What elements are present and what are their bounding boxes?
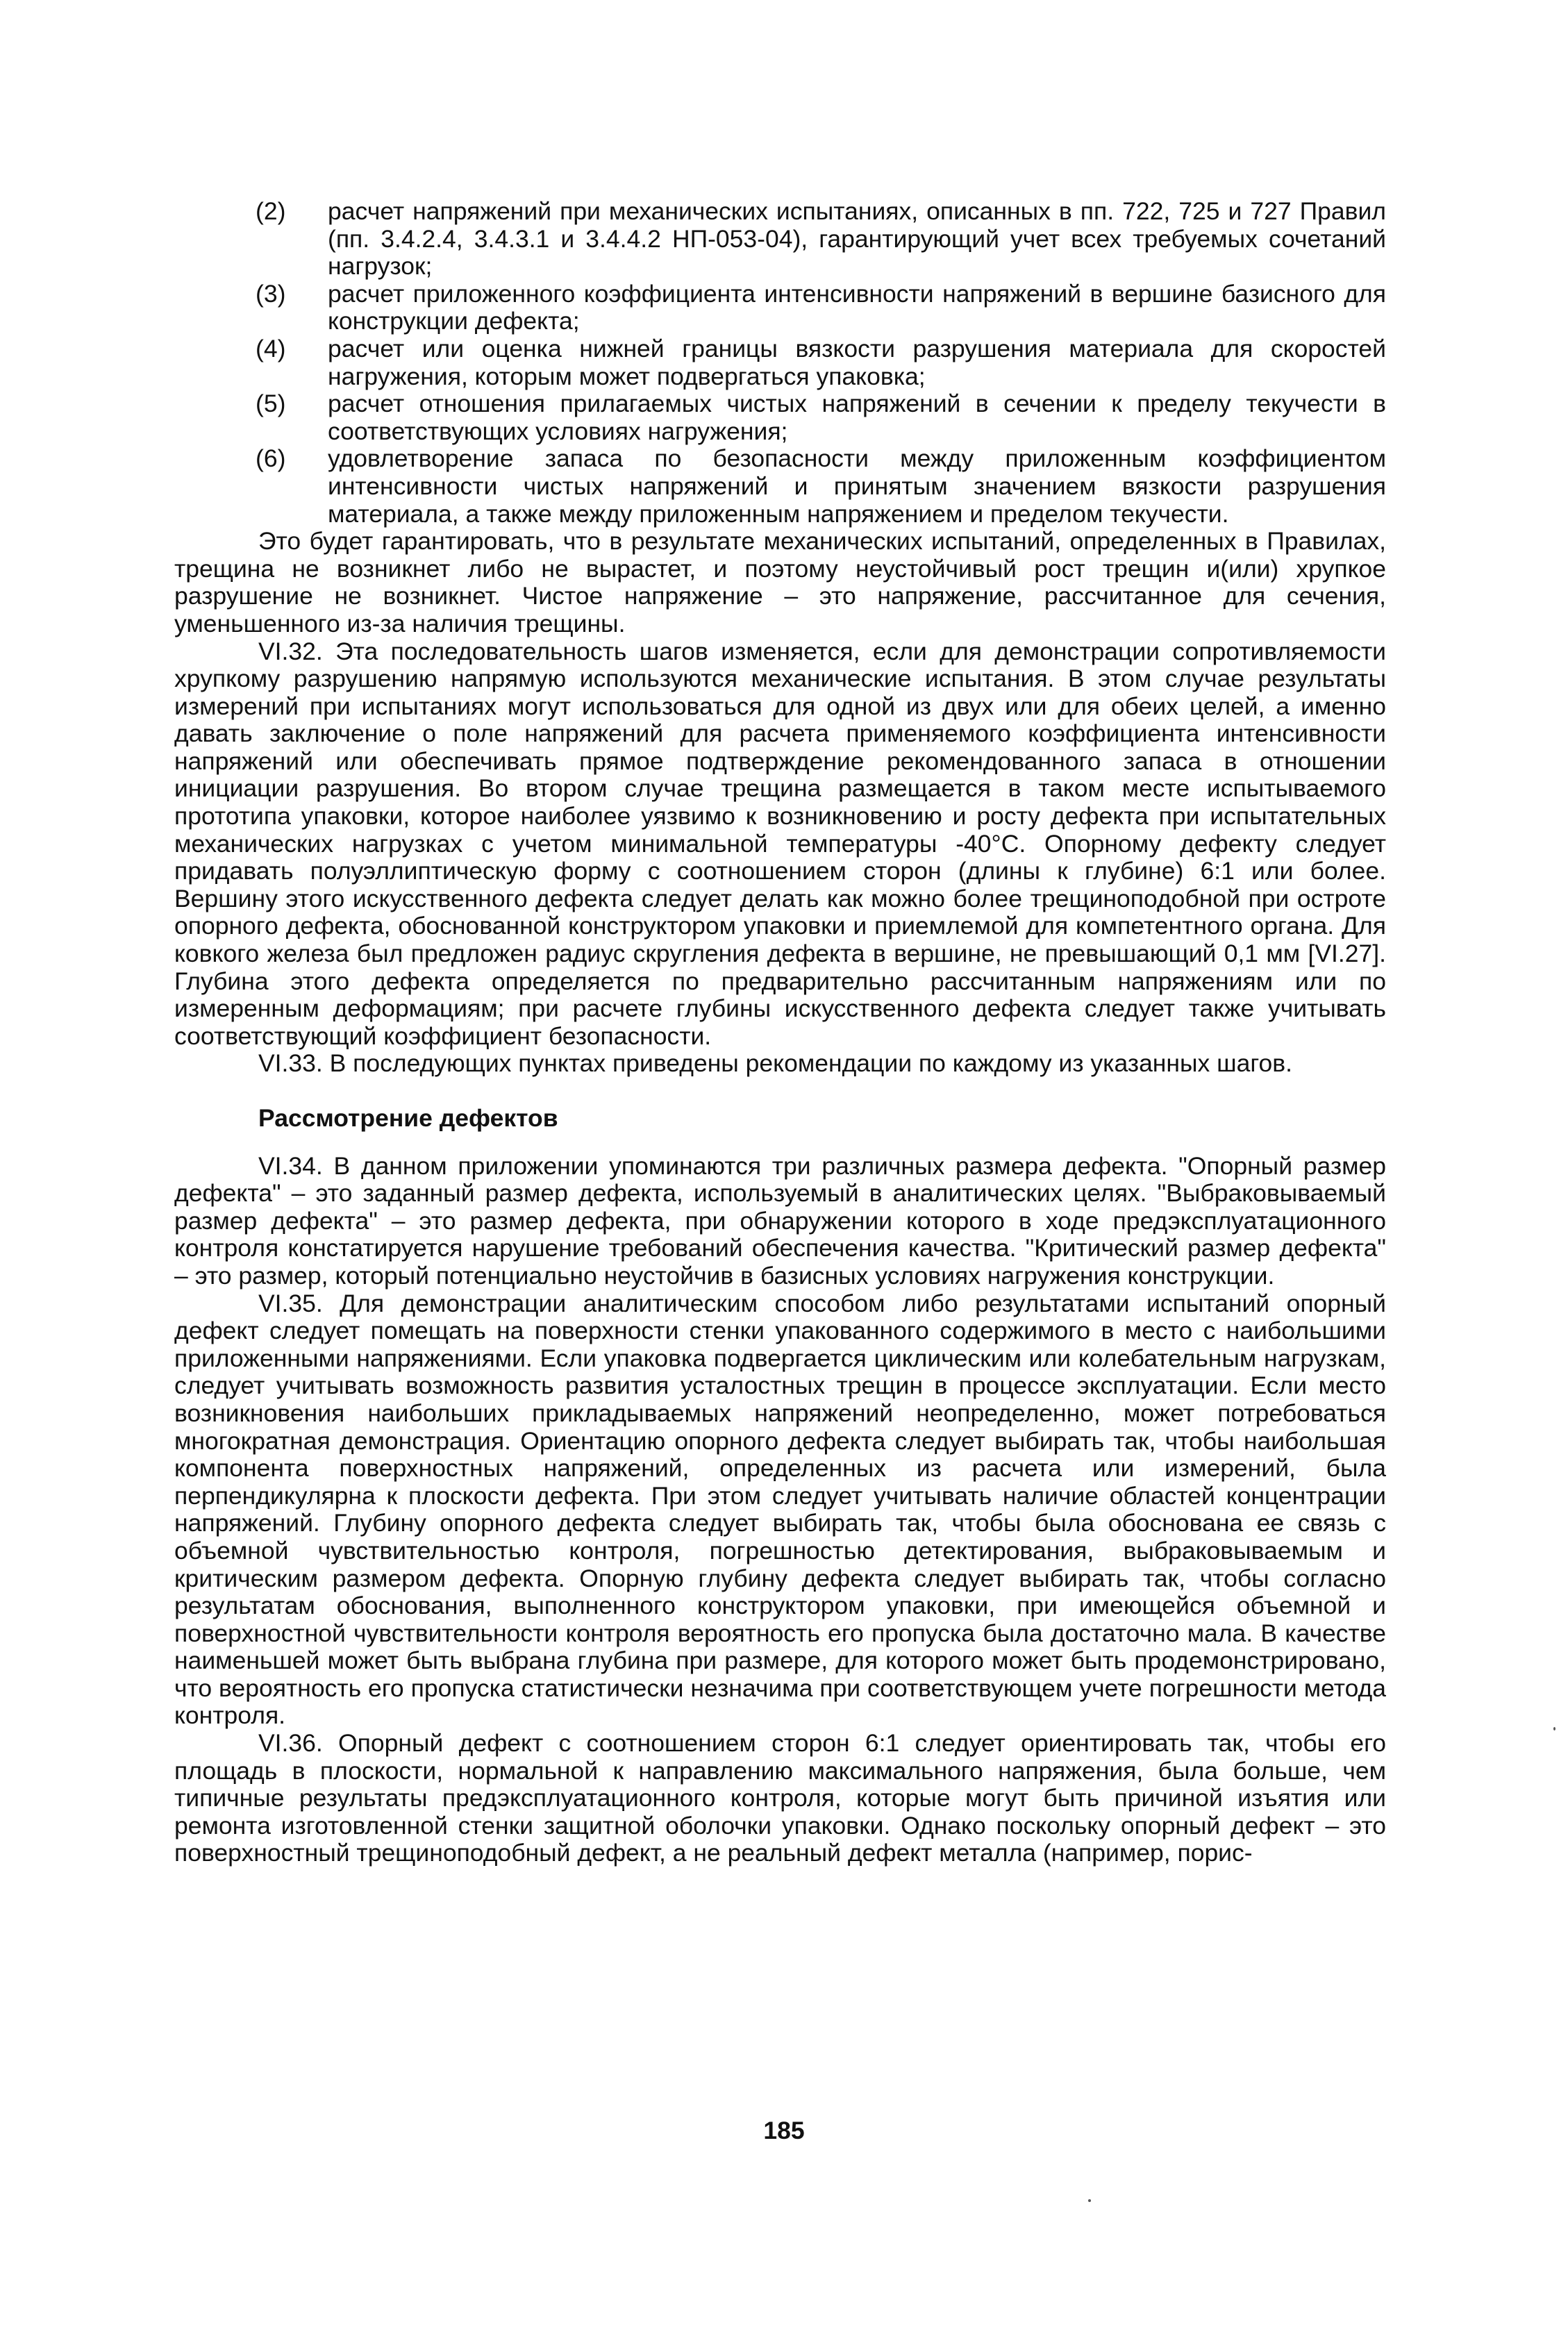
list-item	[174, 445, 1386, 528]
paragraph-vi-32: VI.32. Эта последовательность шагов изменяется, если для демонстрации сопротивляемости хрупкому разрушению напрямую используются механические испытания. В этом случае результаты измерений при испытаниях могут использоваться для одной из двух или для обеих целей, а именно давать заключение о поле напряжений для расчета применяемого коэффициента интенсивности напряжений или обеспечивать прямое подтверждение рекомендованного запаса в отношении инициации разрушения. Во втором случае трещина размещается в таком месте испытываемого прототипа упаковки, которое наиболее уязвимо к возникновению и росту дефекта при испытательных механических нагрузках с учетом минимальной температуры -40°С. Опорному дефекту следует придавать полуэллиптическую форму с соотношением сторон (длины к глубине) 6:1 или более. Вершину этого искусственного дефекта следует делать как можно более трещиноподобной при остроте опорного дефекта, обоснованной конструктором упаковки и приемлемой для компетентного органа. Для ковкого железа был предложен радиус скругления дефекта в вершине, не превышающий 0,1 мм [VI.27]. Глубина этого дефекта определяется по предварительно рассчитанным напряжениям или по измеренным деформациям; при расчете глубины искусственного дефекта следует также учитывать соответствующий коэффициент безопасности.	[174, 637, 1386, 1050]
list-item-number: (4)	[256, 334, 286, 362]
scan-speck	[1553, 1727, 1556, 1730]
list-item-text: расчет отношения прилагаемых чистых напряжений в сечении к пределу текучести в соответствующих условиях нагружения;	[328, 390, 1386, 445]
scan-speck	[1088, 2199, 1091, 2202]
list-item	[174, 390, 1386, 445]
list-item	[174, 335, 1386, 390]
list-item-number: (5)	[256, 390, 286, 418]
section-heading: Рассмотрение дефектов	[258, 1104, 558, 1132]
list-item-number: (2)	[256, 197, 286, 225]
page-body	[174, 198, 1386, 1867]
page-number: 185	[763, 2117, 805, 2144]
list-item-number: (3)	[256, 279, 286, 308]
list-item-text: расчет или оценка нижней границы вязкости разрушения материала для скоростей нагружения, которым может подвергаться упаковка;	[328, 334, 1386, 390]
list-item-text: расчет приложенного коэффициента интенсивности напряжений в вершине базисного для конструкции дефекта;	[328, 279, 1386, 335]
list-item	[174, 281, 1386, 335]
list-item	[174, 198, 1386, 281]
paragraph-vi-36: VI.36. Опорный дефект с соотношением сторон 6:1 следует ориентировать так, чтобы его площадь в плоскости, нормальной к направлению максимального напряжения, была больше, чем типичные результаты предэксплуатационного контроля, которые могут быть причиной изъятия или ремонта изготовленной стенки защитной оболочки упаковки. Однако поскольку опорный дефект – это поверхностный трещиноподобный дефект, а не реальный дефект металла (например, порис-	[174, 1729, 1386, 1867]
paragraph-conclusion: Это будет гарантировать, что в результате механических испытаний, определенных в Правилах, трещина не возникнет либо не вырастет, и поэтому неустойчивый рост трещин и(или) хрупкое разрушение не возникнет. Чистое напряжение – это напряжение, рассчитанное для сечения, уменьшенного из-за наличия трещины.	[174, 527, 1386, 637]
paragraph-vi-33: VI.33. В последующих пунктах приведены рекомендации по каждому из указанных шагов.	[258, 1049, 1293, 1078]
paragraph-vi-35: VI.35. Для демонстрации аналитическим способом либо результатами испытаний опорный дефект следует помещать на поверхности стенки упакованного содержимого в место с наибольшими приложенными напряжениями. Если упаковка подвергается циклическим или колебательным нагрузкам, следует учитывать возможность развития усталостных трещин в процессе эксплуатации. Если место возникновения наибольших прикладываемых напряжений неопределенно, может потребоваться многократная демонстрация. Ориентацию опорного дефекта следует выбирать так, чтобы наибольшая компонента поверхностных напряжений, определенных из расчета или измерений, была перпендикулярна к плоскости дефекта. При этом следует учитывать наличие областей концентрации напряжений. Глубину опорного дефекта следует выбирать так, чтобы была обоснована ее связь с объемной чувствительностью контроля, погрешностью детектирования, выбраковываемым и критическим размером дефекта. Опорную глубину дефекта следует выбирать так, чтобы согласно результатам обоснования, выполненного конструктором упаковки, при имеющейся объемной и поверхностной чувствительности контроля вероятность его пропуска была достаточно мала. В качестве наименьшей может быть выбрана глубина при размере, для которого может быть продемонстрировано, что вероятность его пропуска статистически незначима при соответствующем учете погрешности метода контроля.	[174, 1289, 1386, 1730]
list-item-number: (6)	[256, 444, 286, 473]
list-item-text: расчет напряжений при механических испытаниях, описанных в пп. 722, 725 и 727 Правил (пп. 3.4.2.4, 3.4.3.1 и 3.4.4.2 НП-053-04), гарантирующий учет всех требуемых сочетаний нагрузок;	[328, 197, 1386, 281]
list-item-text: удовлетворение запаса по безопасности между приложенным коэффициентом интенсивности чистых напряжений и принятым значением вязкости разрушения материала, а также между приложенным напряжением и пределом текучести.	[328, 444, 1386, 528]
paragraph-vi-34: VI.34. В данном приложении упоминаются три различных размера дефекта. "Опорный размер дефекта" – это заданный размер дефекта, используемый в аналитических целях. "Выбраковываемый размер дефекта" – это размер дефекта, при обнаружении которого в ходе предэксплуатационного контроля констатируется нарушение требований обеспечения качества. "Критический размер дефекта" – это размер, который потенциально неустойчив в базисных условиях нагружения конструкции.	[174, 1151, 1386, 1290]
